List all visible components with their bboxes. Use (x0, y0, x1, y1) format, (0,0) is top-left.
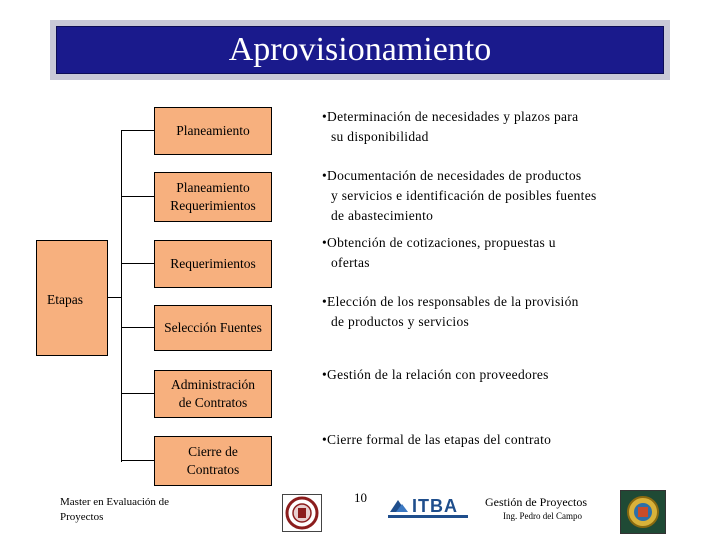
stage-box-planeamiento (154, 107, 272, 155)
footer-course: Gestión de Proyectos (485, 495, 587, 509)
stage-description-2 (322, 166, 597, 226)
root-connector (107, 297, 122, 298)
branch-line-5 (121, 393, 154, 394)
slide-title: Aprovisionamiento (56, 26, 664, 74)
stage-description-3 (322, 233, 556, 273)
desc-line: su disponibilidad (331, 129, 429, 144)
desc-line: •Determinación de necesidades y plazos para (322, 109, 579, 124)
stage-description-6 (322, 430, 551, 450)
branch-line-4 (121, 327, 154, 328)
desc-line: •Documentación de necesidades de productos (322, 168, 582, 183)
stage-description-4 (322, 292, 579, 332)
desc-line: •Cierre formal de las etapas del contrato (322, 432, 552, 447)
stage-box-planeamiento-requerimientos (154, 172, 272, 222)
desc-line: y servicios e identificación de posibles fuentes (331, 188, 597, 203)
branch-line-3 (121, 263, 154, 264)
stage-box-requerimientos (154, 240, 272, 288)
university-seal-icon (282, 494, 322, 532)
desc-line: •Obtención de cotizaciones, propuestas u (322, 235, 556, 250)
root-label: Etapas (47, 292, 83, 307)
stage-box-seleccion-fuentes (154, 305, 272, 351)
itba-logo (388, 496, 468, 520)
branch-line-1 (121, 130, 154, 131)
title-frame (50, 20, 670, 80)
institution-emblem-icon (620, 490, 666, 534)
stage-label: Cierre de Contratos (186, 443, 240, 477)
stage-label: Selección Fuentes (164, 319, 262, 335)
stage-box-cierre-contratos (154, 436, 272, 486)
root-box-etapas (36, 240, 108, 356)
stage-description-1 (322, 107, 578, 147)
desc-line: •Gestión de la relación con proveedores (322, 367, 549, 382)
footer-program: Master en Evaluación de Proyectos (60, 496, 170, 523)
desc-line: de productos y servicios (331, 314, 470, 329)
footer-author: Ing. Pedro del Campo (503, 511, 582, 521)
stage-label: Planeamiento Requerimientos (170, 179, 256, 213)
desc-line: •Elección de los responsables de la provisión (322, 294, 579, 309)
stage-description-5 (322, 365, 549, 385)
tree-trunk-line (121, 130, 122, 462)
desc-line: de abastecimiento (331, 208, 434, 223)
itba-logo-text: ITBA (412, 496, 458, 516)
stage-box-administracion-contratos (154, 370, 272, 418)
stage-label: Requerimientos (170, 255, 256, 271)
stage-label: Planeamiento (176, 122, 250, 138)
page-number: 10 (354, 490, 367, 505)
stage-label: Administración de Contratos (171, 376, 255, 410)
branch-line-2 (121, 196, 154, 197)
branch-line-6 (121, 460, 154, 461)
desc-line: ofertas (331, 255, 370, 270)
